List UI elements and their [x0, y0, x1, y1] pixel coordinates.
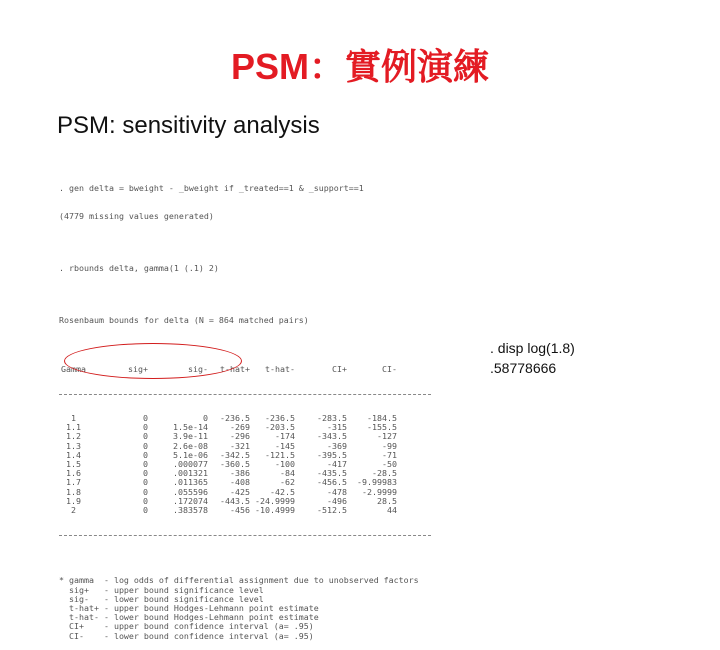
table-cell: 1.7 — [66, 477, 81, 488]
table-cell: 1.3 — [66, 440, 81, 451]
table-cell: .172074 — [173, 495, 208, 506]
table-cell: -236.5 — [265, 413, 295, 424]
table-cell: 3.9e-11 — [173, 431, 208, 442]
table-cell: -121.5 — [265, 449, 295, 460]
column-header: sig- — [188, 364, 208, 374]
column-header: sig+ — [128, 364, 148, 374]
table-cell: 1.2 — [66, 431, 81, 442]
table-cell: -184.5 — [367, 413, 397, 424]
table-divider — [59, 394, 431, 395]
table-cell: -99 — [382, 440, 397, 451]
stata-command-rbounds: . rbounds delta, gamma(1 (.1) 2) — [59, 263, 219, 273]
table-cell: 0 — [143, 477, 148, 488]
table-cell: 1.1 — [66, 422, 81, 433]
legend-note: CI+ - upper bound confidence interval (a= .95) — [59, 621, 314, 632]
table-cell: -203.5 — [265, 422, 295, 433]
table-cell: -496 — [327, 495, 347, 506]
table-cell: 0 — [143, 468, 148, 479]
table-cell: -155.5 — [367, 422, 397, 433]
table-cell: -145 — [275, 440, 295, 451]
table-cell: -369 — [327, 440, 347, 451]
slide-title: PSM：實例演練 — [230, 46, 489, 87]
table-cell: 2 — [71, 505, 76, 516]
table-cell: 0 — [143, 449, 148, 460]
table-cell: 1.4 — [66, 449, 81, 460]
table-cell: -417 — [327, 459, 347, 470]
table-cell: -408 — [230, 477, 250, 488]
table-cell: 0 — [143, 495, 148, 506]
table-cell: 2.6e-08 — [173, 440, 208, 451]
table-cell: 1.6 — [66, 468, 81, 479]
column-header: t-hat+ — [220, 364, 250, 374]
table-cell: -283.5 — [317, 413, 347, 424]
table-cell: 1.9 — [66, 495, 81, 506]
table-cell: -443.5 — [220, 495, 250, 506]
table-cell: -42.5 — [270, 486, 295, 497]
table-cell: -342.5 — [220, 449, 250, 460]
table-row — [59, 506, 431, 515]
table-cell: -10.4999 — [255, 505, 295, 516]
table-cell: 1.8 — [66, 486, 81, 497]
table-cell: -478 — [327, 486, 347, 497]
table-cell: -2.9999 — [362, 486, 397, 497]
table-cell: .055596 — [173, 486, 208, 497]
annotation-command: . disp log(1.8) — [490, 340, 575, 356]
table-cell: -425 — [230, 486, 250, 497]
legend-note: CI- - lower bound confidence interval (a= .95) — [59, 630, 314, 641]
table-cell: -174 — [275, 431, 295, 442]
table-cell: 1.5e-14 — [173, 422, 208, 433]
table-cell: -296 — [230, 431, 250, 442]
bounds-table — [59, 414, 431, 515]
table-cell: -321 — [230, 440, 250, 451]
table-cell: -395.5 — [317, 449, 347, 460]
table-cell: 0 — [143, 431, 148, 442]
table-cell: 5.1e-06 — [173, 449, 208, 460]
table-cell: -456 — [230, 505, 250, 516]
column-header: CI- — [382, 364, 397, 374]
table-cell: 0 — [143, 486, 148, 497]
table-cell: -456.5 — [317, 477, 347, 488]
table-cell: -24.9999 — [255, 495, 295, 506]
table-cell: 0 — [143, 422, 148, 433]
table-cell: -62 — [280, 477, 295, 488]
legend-note: sig+ - upper bound significance level — [59, 584, 264, 595]
bounds-header: Rosenbaum bounds for delta (N = 864 matched pairs) — [59, 315, 309, 325]
legend-note: * gamma - log odds of differential assignment due to unobserved factors — [59, 575, 419, 586]
table-cell: -100 — [275, 459, 295, 470]
table-cell: 1 — [71, 413, 76, 424]
table-cell: -9.99983 — [357, 477, 397, 488]
table-cell: -236.5 — [220, 413, 250, 424]
table-cell: 0 — [203, 413, 208, 424]
table-cell: 0 — [143, 459, 148, 470]
table-cell: -315 — [327, 422, 347, 433]
legend-notes — [59, 576, 431, 640]
column-header: CI+ — [332, 364, 347, 374]
column-header: t-hat- — [265, 364, 295, 374]
table-cell: -84 — [280, 468, 295, 479]
table-cell: 0 — [143, 440, 148, 451]
slide-subtitle: PSM: sensitivity analysis — [57, 112, 320, 139]
table-cell: 1.5 — [66, 459, 81, 470]
annotation-result: .58778666 — [490, 360, 557, 376]
table-cell: -127 — [377, 431, 397, 442]
table-cell: .000077 — [173, 459, 208, 470]
table-cell: -386 — [230, 468, 250, 479]
highlight-ellipse — [64, 343, 242, 379]
table-cell: .001321 — [173, 468, 208, 479]
table-cell: -28.5 — [372, 468, 397, 479]
table-cell: -360.5 — [220, 459, 250, 470]
table-cell: -435.5 — [317, 468, 347, 479]
stata-command-gen: . gen delta = bweight - _bweight if _treated==1 & _support==1 — [59, 183, 364, 194]
table-cell: .011365 — [173, 477, 208, 488]
table-cell: 0 — [143, 413, 148, 424]
table-cell: 0 — [143, 505, 148, 516]
stata-command-note: (4779 missing values generated) — [59, 211, 214, 221]
stata-output — [59, 166, 431, 641]
table-cell: -50 — [382, 459, 397, 470]
legend-note: t-hat- - lower bound Hodges-Lehmann point estimate — [59, 612, 319, 623]
table-cell: -269 — [230, 422, 250, 433]
annotation — [490, 338, 575, 378]
table-cell: .383578 — [173, 505, 208, 516]
column-header: Gamma — [61, 364, 86, 374]
table-cell: -343.5 — [317, 431, 347, 442]
legend-note: t-hat+ - upper bound Hodges-Lehmann point estimate — [59, 603, 319, 614]
legend-note: sig- - lower bound significance level — [59, 593, 264, 604]
table-cell: -512.5 — [317, 505, 347, 516]
table-cell: -71 — [382, 449, 397, 460]
table-divider — [59, 535, 431, 536]
table-cell: 44 — [387, 505, 397, 516]
table-cell: 28.5 — [377, 495, 397, 506]
